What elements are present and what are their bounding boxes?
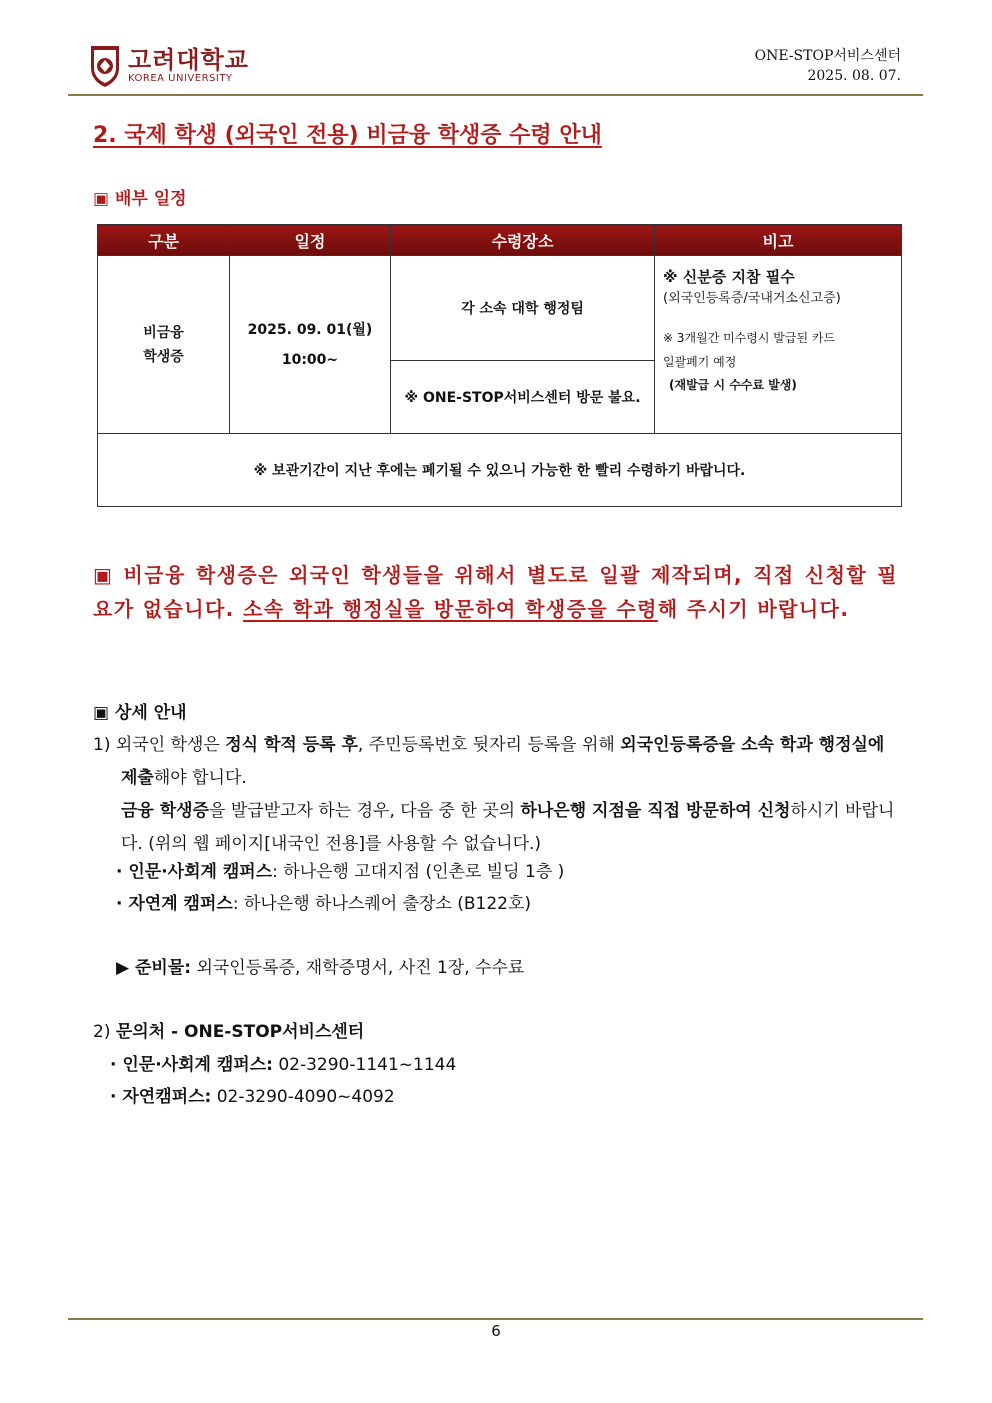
contact-1-phone: 02-3290-1141~1144 [272, 1055, 457, 1075]
detail-item-1 [93, 729, 898, 861]
item-number: 2) [93, 1022, 116, 1042]
preparation-label: ▶ 준비물: [116, 958, 192, 978]
contact-section-label: 문의처 - ONE-STOP서비스센터 [115, 1022, 365, 1042]
highlight-text-part1: ▣ 비금융 학생증은 외국인 학생들을 위해서 별도로 일괄 제작되며, 직접 신청할 필요가 없습니다. [93, 563, 898, 621]
table-footer-row [98, 434, 902, 507]
footer-rule [68, 1318, 923, 1320]
detail-item-2 [93, 1016, 364, 1049]
contact-humanities [110, 1049, 456, 1082]
page-title: 2. 국제 학생 (외국인 전용) 비금융 학생증 수령 안내 [93, 123, 602, 148]
contact-science [110, 1081, 395, 1114]
campus-2-label: · 자연계 캠퍼스 [116, 894, 233, 914]
header-info [755, 46, 901, 86]
page-header [68, 40, 923, 96]
card-type-line1: 비금융 [143, 324, 184, 341]
body-text: 하시기 바랍니다. (위의 웹 페이지[내국인 전용]를 사용할 수 없습니다.) [121, 801, 895, 854]
note-disposal-line1: ※ 3개월간 미수령시 발급된 카드 [663, 331, 836, 345]
campus-2-value: : 하나은행 하나스퀘어 출장소 (B122호) [232, 894, 532, 914]
bold-text: 금융 학생증 [121, 801, 210, 821]
date-line1: 2025. 09. 01(월) [247, 321, 373, 338]
table-footer-note: ※ 보관기간이 지난 후에는 폐기될 수 있으니 가능한 한 빨리 수령하기 바랍니다. [98, 434, 902, 507]
preparation-value: 외국인등록증, 재학증명서, 사진 1장, 수수료 [191, 958, 525, 978]
body-text: , 주민등록번호 뒷자리 등록을 위해 [357, 735, 621, 755]
note-reissue-fee: (재발급 시 수수료 발생) [669, 378, 797, 392]
card-type-cell [98, 256, 230, 434]
page-number: 6 [491, 1322, 501, 1340]
schedule-table [97, 224, 902, 507]
detail-item-1-bank-text [93, 795, 898, 861]
campus-2-branch [116, 888, 531, 921]
contact-1-label: · 인문·사회계 캠퍼스: [110, 1055, 273, 1075]
date-cell [230, 256, 391, 434]
column-header-note: 비고 [655, 225, 902, 256]
body-text: 해야 합니다. [153, 768, 247, 788]
university-logo [88, 44, 249, 88]
place-cell: 각 소속 대학 행정팀 [391, 256, 655, 361]
card-type-line2: 학생증 [143, 348, 184, 365]
contact-2-phone: 02-3290-4090~4092 [211, 1087, 395, 1107]
preparation-items [116, 952, 524, 985]
note-cell [655, 256, 902, 434]
column-header-place: 수령장소 [391, 225, 655, 256]
item-number: 1) 외국인 학생은 [93, 735, 226, 755]
note-id-required: ※ 신분증 지참 필수 [663, 268, 795, 286]
detail-section-title: ▣ 상세 안내 [93, 703, 187, 723]
logo-english-name: KOREA UNIVERSITY [128, 73, 233, 84]
campus-1-value: : 하나은행 고대지점 (인촌로 빌딩 1층 ) [272, 862, 565, 882]
date-line2: 10:00~ [281, 351, 339, 368]
office-name: ONE-STOP서비스센터 [754, 48, 901, 64]
column-header-type: 구분 [98, 225, 230, 256]
note-id-types: (외국인등록증/국내거소신고증) [663, 291, 841, 306]
bold-text: 정식 학적 등록 후 [225, 735, 358, 755]
note-disposal-line2: 일괄폐기 예정 [663, 355, 737, 369]
column-header-date: 일정 [230, 225, 391, 256]
table-header-row [98, 225, 902, 256]
detail-item-1-text [93, 729, 898, 795]
contact-2-label: · 자연캠퍼스: [110, 1087, 212, 1107]
highlight-notice [93, 558, 898, 626]
university-emblem-icon [88, 44, 122, 88]
document-date: 2025. 08. 07. [807, 68, 901, 84]
campus-1-branch [116, 856, 564, 889]
logo-korean-name: 고려대학교 [128, 46, 249, 74]
note-disposal [663, 326, 893, 374]
body-text: 을 발급받고자 하는 경우, 다음 중 한 곳의 [209, 801, 521, 821]
bold-text: 외국인등록증을 소속 학과 행정실에 제출 [121, 735, 885, 788]
highlight-text-underlined: 소속 학과 행정실을 방문하여 학생증을 수령 [243, 597, 658, 621]
highlight-text-part3: 해 주시기 바랍니다. [657, 597, 850, 621]
schedule-section-label: ▣ 배부 일정 [93, 189, 187, 209]
table-row [98, 256, 902, 361]
bold-text: 하나은행 지점을 직접 방문하여 신청 [520, 801, 791, 821]
campus-1-label: · 인문·사회계 캠퍼스 [116, 862, 273, 882]
place-note-cell: ※ ONE-STOP서비스센터 방문 불요. [391, 361, 655, 434]
